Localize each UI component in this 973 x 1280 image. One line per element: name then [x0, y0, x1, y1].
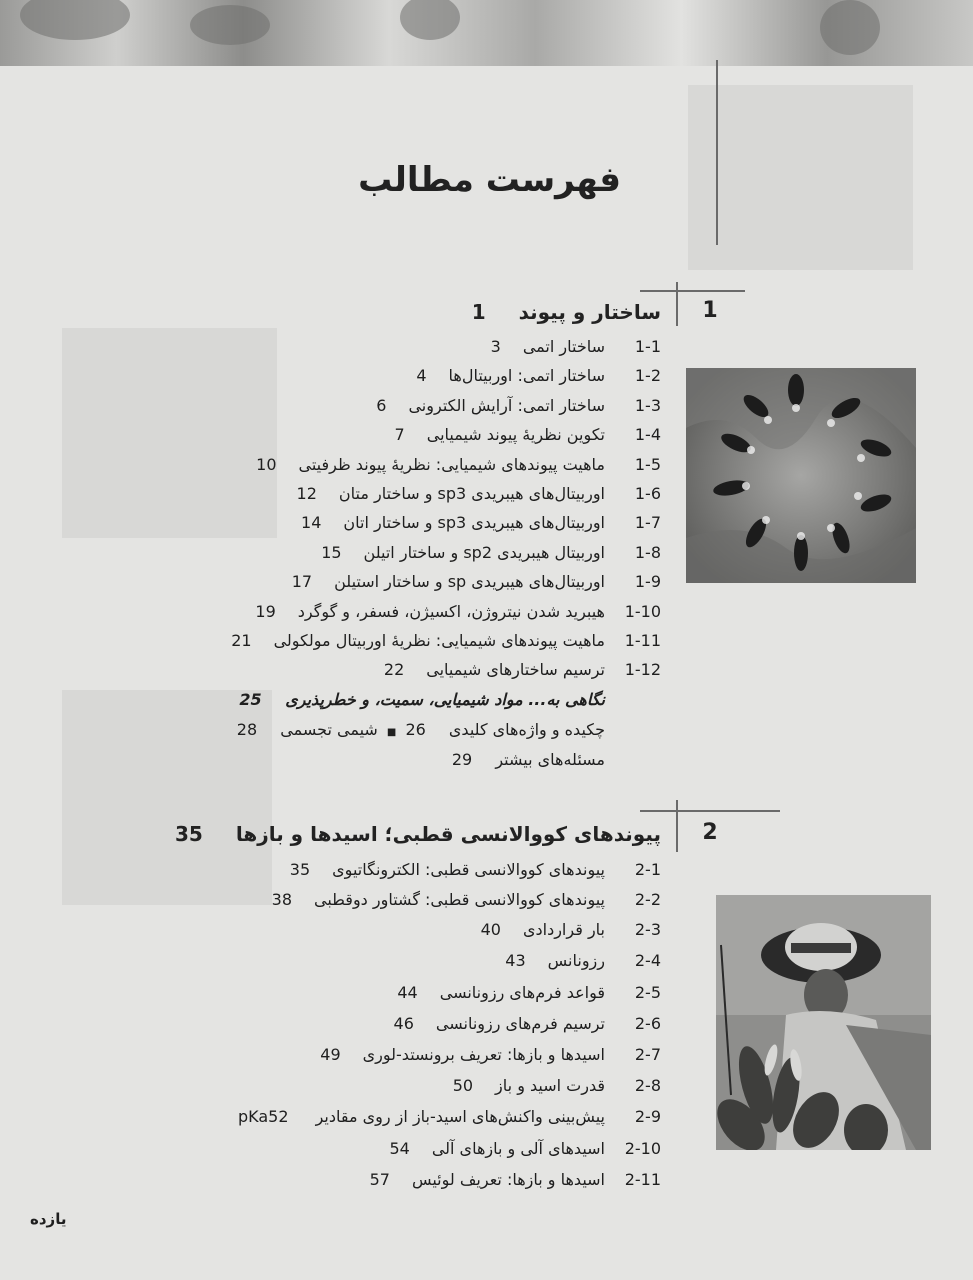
section-title: پیوندهای کووالانسی قطبی: گشتاور دوقطبی — [314, 890, 605, 909]
visual-chemistry-page: 28 — [236, 720, 258, 739]
feature-row[interactable] — [239, 690, 605, 709]
chapter2-title-text: پیوندهای کووالانسی قطبی؛ اسیدها و بازها — [235, 822, 661, 846]
chapter2-number: 2 — [702, 820, 718, 845]
section-number: 1-2 — [634, 366, 661, 385]
section-number: 1-1 — [634, 337, 661, 356]
summary-title: چکیده و واژه‌های کلیدی — [448, 720, 605, 739]
toc-row-1-3[interactable] — [241, 396, 661, 424]
chapter2-divider — [676, 800, 678, 852]
section-number: 1-5 — [634, 455, 661, 474]
section-title: ترسیم ساختارهای شیمیایی — [426, 660, 605, 679]
section-page: 35 — [289, 860, 311, 879]
section-number: 2-5 — [634, 983, 661, 1002]
section-page: 49 — [320, 1045, 341, 1064]
section-number: 2-6 — [634, 1014, 661, 1033]
section-number: 1-3 — [634, 396, 661, 415]
toc-row-2-5[interactable] — [221, 983, 661, 1011]
section-page: 54 — [389, 1139, 410, 1158]
visual-chemistry-title: شیمی تجسمی — [280, 720, 378, 739]
section-page: 19 — [255, 602, 276, 621]
section-number: 2-2 — [634, 890, 661, 909]
section-number: 1-8 — [634, 543, 661, 562]
top-banner-image — [0, 0, 973, 66]
chapter2-rule — [640, 810, 780, 812]
summary-row[interactable] — [237, 720, 605, 739]
toc-row-1-7[interactable] — [241, 513, 661, 541]
section-page: 12 — [296, 484, 317, 503]
chapter2-title[interactable] — [175, 822, 661, 846]
section-number: 2-8 — [634, 1076, 661, 1095]
toc-row-2-4[interactable] — [221, 951, 661, 979]
page-number-folio: یازده — [30, 1210, 67, 1228]
toc-row-2-9[interactable] — [221, 1107, 661, 1135]
section-page: 15 — [321, 543, 342, 562]
section-number: 1-4 — [634, 425, 661, 444]
section-number: 2-9 — [634, 1107, 661, 1126]
section-title: اسیدهای آلی و بازهای آلی — [431, 1139, 605, 1158]
problems-page: 29 — [451, 750, 473, 769]
problems-title: مسئله‌های بیشتر — [495, 750, 605, 769]
chapter1-divider — [676, 282, 678, 326]
toc-row-1-5[interactable] — [241, 455, 661, 483]
section-number: 1-7 — [634, 513, 661, 532]
section-number: 1-11 — [624, 631, 661, 650]
section-title: اسیدها و بازها: تعریف لوئیس — [411, 1170, 605, 1189]
section-title: اوربیتال‌های هیبریدی sp و ساختار استیلن — [334, 572, 605, 591]
toc-row-1-11[interactable] — [231, 631, 661, 659]
section-page: 17 — [291, 572, 313, 591]
background-ghost-right-top — [688, 85, 913, 270]
toc-row-2-3[interactable] — [221, 920, 661, 948]
toc-row-2-6[interactable] — [221, 1014, 661, 1042]
skydivers-photo — [686, 368, 916, 583]
section-title: ساختار اتمی: اوربیتال‌ها — [448, 366, 605, 385]
section-page: 6 — [376, 396, 387, 415]
section-page: 57 — [369, 1170, 390, 1189]
section-page: 4 — [416, 366, 427, 385]
section-title: بار قراردادی — [522, 920, 605, 939]
section-page: 52 — [268, 1107, 289, 1126]
toc-row-1-12[interactable] — [241, 660, 661, 688]
toc-row-1-9[interactable] — [241, 572, 661, 600]
section-title: قواعد فرم‌های رزونانسی — [439, 983, 605, 1002]
section-title: رزونانس — [547, 951, 605, 970]
toc-row-1-10[interactable] — [241, 602, 661, 630]
bullet-icon: ■ — [386, 727, 397, 738]
problems-row[interactable] — [452, 750, 605, 769]
title-rule — [716, 60, 718, 245]
chapter2-page: 35 — [175, 822, 203, 846]
section-page: 38 — [271, 890, 293, 909]
section-title: پیوندهای کووالانسی قطبی: الکترونگاتیوی — [332, 860, 605, 879]
section-title: ساختار اتمی: آرایش الکترونی — [408, 396, 605, 415]
section-page: 10 — [256, 455, 277, 474]
section-title: تکوین نظریهٔ پیوند شیمیایی — [426, 425, 605, 444]
chapter1-rule — [640, 290, 745, 292]
section-number: 2-1 — [634, 860, 661, 879]
toc-row-1-2[interactable] — [241, 366, 661, 394]
section-title: هیبرید شدن نیتروژن، اکسیژن، فسفر، و گوگرد — [297, 602, 605, 621]
section-page: 40 — [480, 920, 501, 939]
section-title: اوربیتال‌های هیبریدی sp3 و ساختار اتان — [343, 513, 605, 532]
toc-row-1-4[interactable] — [241, 425, 661, 453]
section-number: 2-7 — [634, 1045, 661, 1064]
chapter1-title-text: ساختار و پیوند — [518, 300, 661, 324]
section-title: قدرت اسید و باز — [495, 1076, 605, 1095]
section-number: 1-6 — [634, 484, 661, 503]
toc-row-1-6[interactable] — [241, 484, 661, 512]
toc-row-2-2[interactable] — [221, 890, 661, 918]
section-number: 1-12 — [624, 660, 661, 679]
section-title: ماهیت پیوندهای شیمیایی: نظریهٔ پیوند ظرفیتی — [298, 455, 605, 474]
chapter1-page: 1 — [471, 300, 486, 324]
section-title: پیش‌بینی واکنش‌های اسید-باز از روی مقادیر pKa — [237, 1107, 605, 1126]
farmer-photo — [716, 895, 931, 1150]
section-number: 2-11 — [624, 1170, 661, 1189]
section-number: 1-9 — [634, 572, 661, 591]
toc-row-2-10[interactable] — [221, 1139, 661, 1167]
section-number: 2-10 — [624, 1139, 661, 1158]
section-page: 43 — [505, 951, 526, 970]
section-title: ساختار اتمی — [522, 337, 605, 356]
toc-row-2-8[interactable] — [221, 1076, 661, 1104]
section-title: ترسیم فرم‌های رزونانسی — [435, 1014, 605, 1033]
toc-row-2-11[interactable] — [221, 1170, 661, 1198]
section-page: 21 — [231, 631, 252, 650]
section-title: اوربیتال‌های هیبریدی sp3 و ساختار متان — [338, 484, 605, 503]
section-page: 14 — [301, 513, 322, 532]
section-page: 7 — [394, 425, 405, 444]
toc-row-2-1[interactable] — [221, 860, 661, 888]
section-title: اسیدها و بازها: تعریف برونستد-لوری — [362, 1045, 605, 1064]
toc-row-1-1[interactable] — [241, 337, 661, 365]
summary-page: 26 — [405, 720, 426, 739]
toc-row-2-7[interactable] — [221, 1045, 661, 1073]
section-page: 44 — [397, 983, 418, 1002]
section-page: 50 — [452, 1076, 474, 1095]
section-title: ماهیت پیوندهای شیمیایی: نظریهٔ اوربیتال مولکولی — [273, 631, 605, 650]
feature-title: نگاهی به... مواد شیمیایی، سمیت، و خطرپذیری — [285, 690, 605, 709]
section-page: 3 — [490, 337, 501, 356]
toc-row-1-8[interactable] — [241, 543, 661, 571]
feature-page: 25 — [239, 690, 262, 709]
section-page: 22 — [383, 660, 405, 679]
section-title: اوربیتال هیبریدی sp2 و ساختار اتیلن — [363, 543, 605, 562]
section-number: 2-4 — [634, 951, 661, 970]
section-page: 46 — [393, 1014, 414, 1033]
section-number: 1-10 — [624, 602, 661, 621]
chapter1-number: 1 — [702, 298, 718, 323]
section-number: 2-3 — [634, 920, 661, 939]
chapter1-title[interactable] — [472, 300, 661, 324]
page-title: فهرست مطالب — [358, 160, 621, 200]
